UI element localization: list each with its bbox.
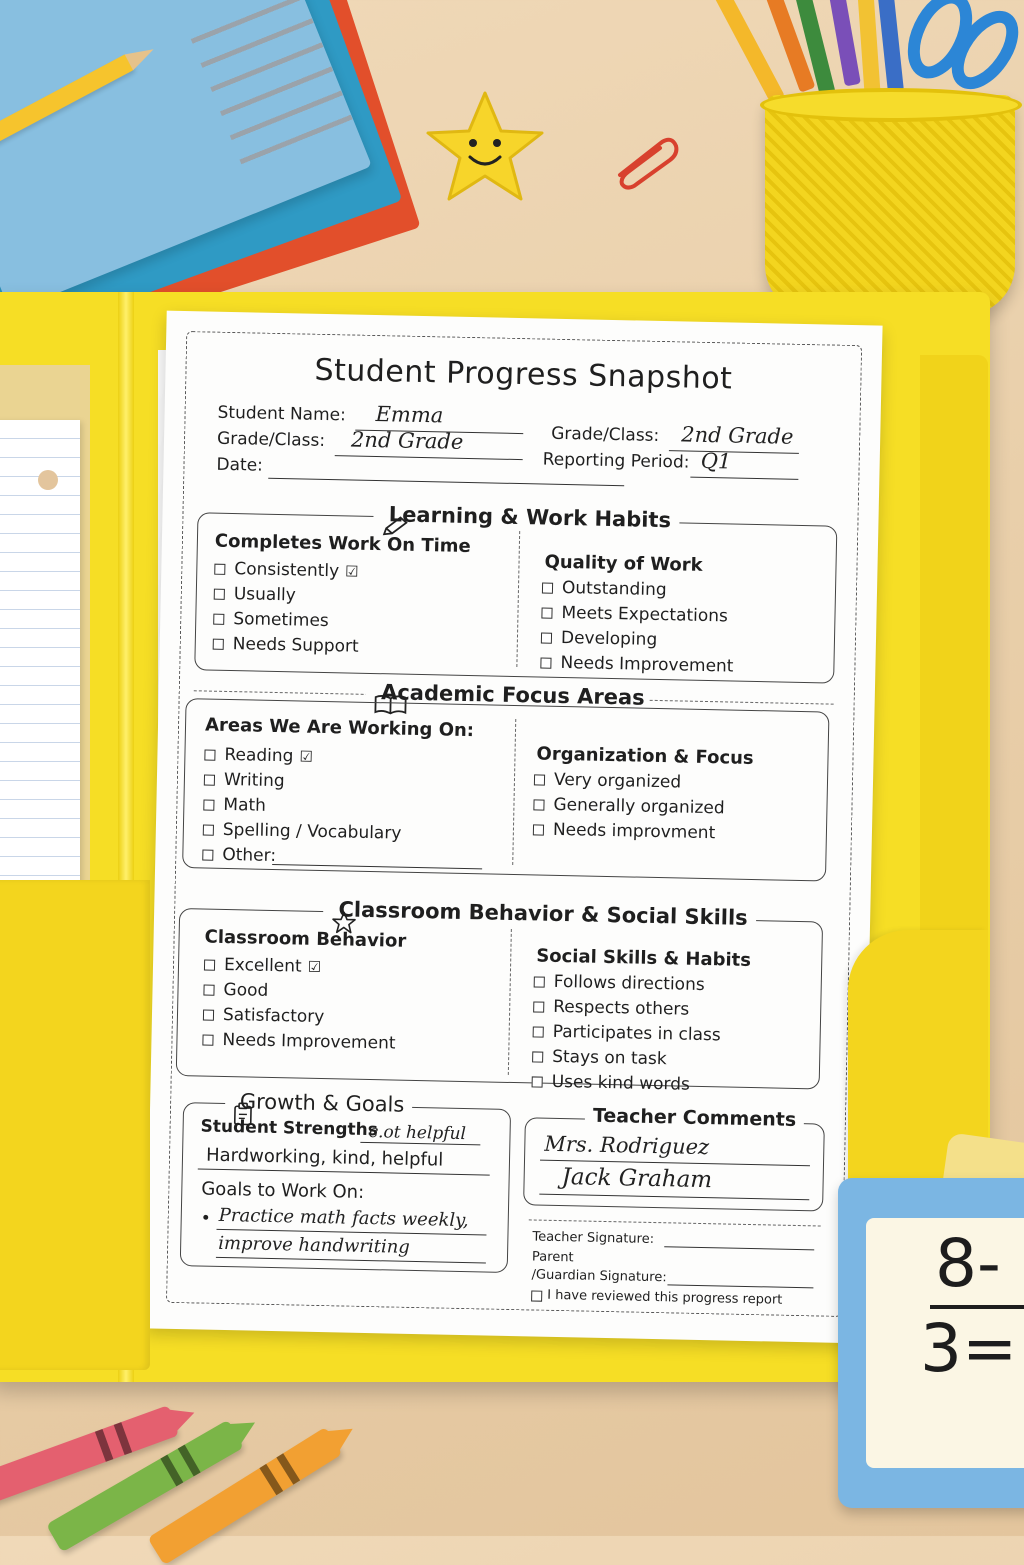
comment-line1[interactable]: Mrs. Rodriguez — [544, 1131, 710, 1160]
option-label: Developing — [560, 627, 658, 650]
checkmark-icon: ☑ — [344, 562, 359, 581]
option-label: Meets Expectations — [561, 602, 729, 627]
teacher-signature-line[interactable] — [664, 1246, 814, 1250]
strengths-value[interactable]: Hardworking, kind, helpful — [205, 1144, 444, 1171]
grade-class-value-right[interactable]: 2nd Grade — [681, 422, 794, 449]
checkbox[interactable] — [203, 985, 214, 996]
classroom-option[interactable] — [202, 1028, 396, 1057]
option-label: Participates in class — [552, 1021, 721, 1046]
option-label: Needs Improvement — [560, 652, 734, 677]
completes-option[interactable] — [214, 582, 360, 610]
report-border — [166, 331, 862, 1317]
option-label: Good — [223, 979, 269, 1001]
reviewed-checkbox-row[interactable]: I have reviewed this progress report — [531, 1287, 782, 1307]
academic-title: Academic Focus Areas — [366, 680, 653, 710]
option-label: Writing — [223, 769, 285, 792]
quality-title: Quality of Work — [544, 551, 703, 576]
social-option[interactable] — [533, 994, 722, 1023]
grade-class-label-left: Grade/Class: — [216, 428, 326, 451]
strengths-overlap-text: c.ot helpful — [368, 1122, 467, 1145]
social-skills-options — [531, 969, 722, 1098]
checkbox[interactable] — [214, 564, 225, 575]
comment-line2[interactable]: Jack Graham — [561, 1164, 713, 1194]
reporting-period-value[interactable]: Q1 — [700, 448, 732, 474]
checkbox[interactable] — [203, 799, 214, 810]
reviewed-checkbox[interactable] — [531, 1290, 542, 1301]
pencil-cup-rim — [760, 88, 1022, 122]
checkbox[interactable] — [533, 799, 544, 810]
paperclip-icon — [610, 130, 680, 190]
classroom-behavior-options — [202, 953, 397, 1057]
signature-dash — [529, 1219, 821, 1226]
social-option[interactable] — [533, 969, 722, 998]
guardian-signature-line[interactable] — [667, 1284, 813, 1288]
checkbox[interactable] — [541, 608, 552, 619]
report-title: Student Progress Snapshot — [314, 352, 733, 397]
completes-title: Completes Work On Time — [214, 530, 471, 558]
academic-dash-right — [650, 700, 834, 705]
math-line1: 8- — [935, 1225, 1001, 1302]
option-label: Satisfactory — [222, 1004, 325, 1028]
teacher-comments-title: Teacher Comments — [585, 1105, 805, 1132]
checkbox[interactable] — [534, 976, 545, 987]
checkbox[interactable] — [532, 1051, 543, 1062]
checkbox[interactable] — [532, 1076, 543, 1087]
option-label: Needs Support — [232, 634, 359, 657]
checkbox[interactable] — [204, 774, 215, 785]
option-label: Respects others — [553, 996, 690, 1020]
option-label: Needs improvment — [552, 819, 716, 844]
checkbox[interactable] — [533, 824, 544, 835]
option-label: Generally organized — [553, 794, 725, 819]
checkbox[interactable] — [541, 633, 552, 644]
checkmark-icon: ☑ — [307, 957, 322, 976]
option-label: Excellent — [223, 954, 302, 977]
growth-title: Growth & Goals — [225, 1089, 413, 1117]
goals-line2[interactable]: improve handwriting — [217, 1232, 411, 1258]
goals-label: Goals to Work On: — [201, 1178, 365, 1203]
checkbox[interactable] — [204, 960, 215, 971]
goals-bullet: • — [200, 1208, 211, 1229]
option-label: Outstanding — [561, 577, 667, 601]
behavior-title: Classroom Behavior & Social Skills — [323, 897, 756, 930]
checkbox[interactable] — [533, 1026, 544, 1037]
option-label: Uses kind words — [551, 1071, 691, 1095]
reporting-period-line — [690, 477, 798, 480]
grade-class-value-left[interactable]: 2nd Grade — [350, 427, 464, 454]
folder-left-pocket — [0, 880, 150, 1370]
option-label: Consistently — [234, 559, 340, 582]
completes-option[interactable] — [214, 557, 360, 585]
social-skills-title: Social Skills & Habits — [536, 945, 752, 971]
option-label: Reading — [224, 744, 294, 767]
social-option[interactable] — [532, 1044, 721, 1073]
academic-dash-left — [194, 690, 374, 695]
checkbox[interactable] — [204, 750, 215, 761]
student-name-label: Student Name: — [217, 402, 347, 426]
classroom-behavior-title: Classroom Behavior — [204, 926, 407, 952]
learning-title: Learning & Work Habits — [373, 502, 679, 532]
social-option[interactable] — [531, 1069, 720, 1098]
smiley-star-icon — [420, 85, 550, 210]
org-title: Organization & Focus — [536, 743, 754, 770]
checkbox[interactable] — [202, 849, 213, 860]
parent-label: Parent — [531, 1249, 574, 1266]
grade-class-line-left — [335, 455, 523, 460]
checkbox[interactable] — [213, 614, 224, 625]
org-options — [533, 767, 726, 846]
completes-option[interactable] — [213, 632, 359, 660]
checkbox[interactable] — [203, 824, 214, 835]
option-label: Other: — [222, 844, 277, 867]
date-line[interactable] — [268, 478, 624, 486]
student-name-value[interactable]: Emma — [375, 402, 444, 428]
areas-title: Areas We Are Working On: — [204, 714, 475, 742]
checkbox[interactable] — [540, 658, 551, 669]
checkbox[interactable] — [214, 589, 225, 600]
goals-line1[interactable]: Practice math facts weekly, — [218, 1204, 469, 1232]
teacher-signature-label: Teacher Signature: — [532, 1229, 655, 1248]
checkbox[interactable] — [202, 1035, 213, 1046]
quality-options — [540, 576, 735, 680]
option-label: Sometimes — [233, 609, 329, 632]
checkbox[interactable] — [203, 1010, 214, 1021]
orange-crayon — [147, 1427, 342, 1565]
completes-option[interactable] — [213, 607, 359, 635]
option-label: Follows directions — [553, 971, 705, 996]
option-label: Very organized — [553, 769, 682, 793]
checkbox[interactable] — [542, 583, 553, 594]
strengths-label: Student Strengths — [200, 1116, 379, 1141]
guardian-signature-label: /Guardian Signature: — [531, 1267, 667, 1286]
option-label: Spelling / Vocabulary — [222, 819, 402, 844]
checkbox[interactable] — [533, 1001, 544, 1012]
quality-option[interactable] — [540, 651, 734, 680]
paper-hole — [38, 470, 58, 490]
math-line2: 3= — [920, 1310, 1018, 1387]
reporting-period-label: Reporting Period: — [542, 449, 690, 473]
pencil-cup-body — [765, 95, 1015, 315]
progress-report-sheet — [145, 311, 882, 1344]
completes-options — [213, 557, 361, 660]
option-label: Stays on task — [551, 1046, 667, 1070]
areas-options — [202, 743, 403, 872]
option-label: Usually — [233, 584, 297, 606]
org-option[interactable] — [533, 817, 725, 846]
date-label: Date: — [216, 454, 264, 476]
option-label: Needs Improvement — [222, 1029, 396, 1054]
grade-class-label-right: Grade/Class: — [551, 423, 660, 446]
lined-paper — [0, 420, 80, 890]
checkbox[interactable] — [213, 639, 224, 650]
option-label: Math — [223, 794, 267, 816]
checkmark-icon: ☑ — [299, 747, 314, 766]
checkbox[interactable] — [534, 774, 545, 785]
math-bar — [930, 1305, 1024, 1309]
areas-option[interactable] — [202, 842, 401, 871]
